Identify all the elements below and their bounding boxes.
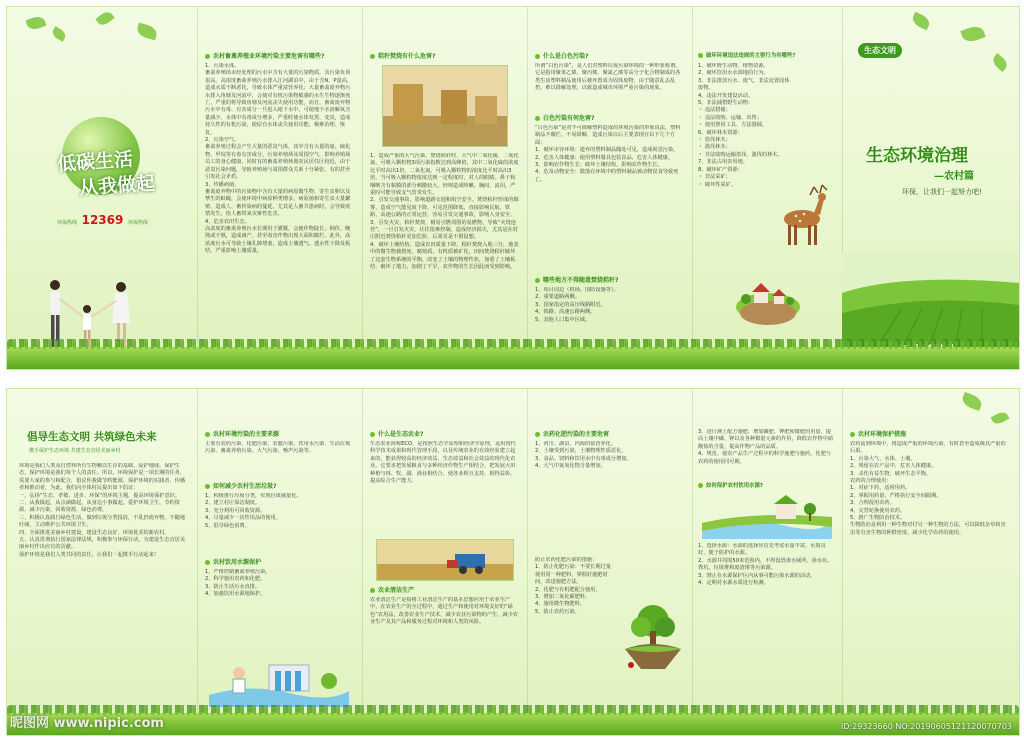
hotline-label: 环保热线 (57, 220, 78, 226)
leaf-icon (95, 9, 114, 28)
section-body: 1、选择水源：水源的选择应首先考虑水量丰富、水质良好、便于防护的水源。 2、水源井周围50米范围内，不得设置渗水厕所、渗水坑、粪坑、垃圾堆和废渣堆等污染源。 3、禁止在水源保护区内从事可能污染水源的活动。 4、定期对水源水质进行检测。 (698, 543, 833, 587)
panel-fertilizer (527, 389, 692, 735)
brochure-outside (6, 6, 1020, 370)
badge: 生态文明 (858, 43, 902, 58)
section-body: “白色污染”是对不可降解塑料造成的环境污染的形象说法，塑料制品不腐烂，不易降解，造成污染以后主要表现在以下几个方面： 1、破坏市容环境：遗弃的塑料制品随处可见，造成视觉污染。 2、危害人体健康：使用塑料餐具包装食品，危害人体健康。 3、影响农作物生长：破坏土壤结构，影响农作物生长。 4、危及动物安全：散落在环境中的塑料制品被动物误食导致死亡。 (535, 125, 681, 183)
initiative-title: 倡导生态文明 共筑绿色未来 (27, 431, 157, 443)
section-body: 防止农药化肥污染的措施： 1、防止化肥污染：不要长期过量使用同一种肥料，掌握好施肥时间，改进施肥方法。 2、化肥与有机肥配合使用。 3、增加二氧化碳肥料。 4、施用微生物肥料。 5、防止农药污染。 (535, 557, 611, 615)
section-body: 生态农业简称ECO，是按照生态学原理和经济学原理，运用现代科学技术成果和现代管理手段，以及传统农业的有效经验建立起来的，能获得较高的经济效益、生态效益和社会效益的现代化农业。它要求把发展粮食与多种经济作物生产相结合，把发展大田种植与林、牧、副、渔业相结合，使各业相互支持，相得益彰，提高综合生产能力。 (370, 441, 516, 485)
initiative-subtitle: 携手保护生态环境 共建生态宜居美丽乡村 (29, 448, 121, 454)
leaf-icon (910, 12, 931, 30)
panel-violations (692, 7, 842, 369)
tagline: 环保，让我们一起努力吧! (902, 188, 982, 196)
section-heading: 秸秆焚烧有什么危害? (370, 51, 435, 60)
panel-protection (842, 389, 1019, 735)
panel-water-source (692, 389, 842, 735)
section-heading: 农药化肥污染的主要危害 (535, 429, 609, 438)
grass-strip (7, 347, 1019, 369)
section-body: 1、项目周边（机场、国防设施等）。 2、重要道路两侧。 3、国家指定的高压线路附近。 4、铁路、高速公路两侧。 5、其他人口集中区域。 (535, 287, 619, 323)
village-island-image (732, 273, 804, 329)
section-heading: 如何减少农村生活垃圾? (205, 481, 276, 490)
right-subtitle: —农村篇 (934, 171, 974, 182)
section-body: 1、河川、湖泊、内海的富营养化。 2、土壤受到污染，土壤物理性质恶化。 3、食品、饲料和饮用水中有毒成分增加。 4、大气中氮氧化物含量增加。 (535, 441, 632, 470)
section-heading: 哪些地方不得随意焚烧秸秆? (535, 275, 618, 284)
hotline (57, 213, 148, 227)
leaf-icon (991, 410, 1010, 427)
leaf-icon (960, 392, 983, 411)
panel-livestock (197, 7, 362, 369)
hotline-number: 12369 (81, 213, 124, 227)
section-body: 1、严格控制畜禽养殖污染。 2、科学施用农药和化肥。 3、防止生活污水直排。 4、加强饮用水源地保护。 (205, 569, 271, 598)
right-cover (842, 7, 1019, 369)
section-body: 农业清洁生产是指将工业清洁生产的基本思想应用于农业生产中，在农业生产的全过程中，通过生产和使用对环境友好的“绿色”农用品，改善农业生产技术，减少农业污染物的产生，减少农业生产及其产品和服务过程对环境和人类的风险。 (370, 597, 518, 626)
section-body: 3、进行测土配方施肥，增加磷肥、钾肥和微肥的用量，提高土壤中磷、钾以及各种微量元素的作用，降低农作物中硝酸盐的含量，提高作物产品的品质。 4、规范、使农产品生产过程中的科学施肥与施药，化肥与农药的使用同可期。 (698, 429, 833, 465)
section-body: 1、积极推行垃圾分类，实现垃圾减量化。 2、建立村庄保洁制度。 3、充分利用可回收资源。 4、尽量减少一次性用品的使用。 5、倡导绿色消费。 (205, 493, 302, 529)
leaf-icon (25, 14, 46, 31)
section-body: 1、破坏野生动物、植物资源。 2、破坏饮用水水源地的行为。 3、非法排放污水、废气，非法处置固体废物。 4、违法开发建设活动。 5、非法捕猎野生动物： ・ 违法猎捕； ・ 违法收购、运输、出售； ・ 使用禁用工具、方法猎捕。 6、破坏林木资源： ・ 盗伐林木； ・ 滥伐林木； ・ 非法收购运输盗伐、滥伐的林木。 7、非法占用农用地。 8、破坏矿产资源： ・ 非法采矿； ・ 破坏性采矿。 (698, 63, 790, 188)
section-heading: 白色污染有何危害? (535, 113, 594, 122)
section-heading: 什么是生态农业? (370, 429, 423, 438)
hotline-suffix: 环保热线 (127, 220, 148, 226)
deer-image (776, 183, 834, 249)
tree-island-image (619, 603, 687, 673)
cover-panel (7, 7, 197, 369)
panel-pollution-sources (197, 389, 362, 735)
harvester-photo (376, 539, 514, 581)
section-body: 主要有农药污染、化肥污染、农膜污染、饮用水污染、生活垃圾污染、畜禽养殖污染、大气污染、噪声污染等。 (205, 441, 351, 455)
leaf-icon (960, 24, 985, 45)
section-body: 1、造成严重的大气污染。焚烧秸秆时，大气中二氧化硫、二氧化氮、可吸入颗粒物3项污染指数达到高峰值，其中二氧化硫的浓度比平时高出1倍，二氧化氮、可吸入颗粒物的浓度比平时高出3倍，当可吸入颗粒物浓度达到一定程度时，对人的眼睛、鼻子和咽喉含有黏膜的部分刺激较大，轻则造成咳嗽、胸闷、流泪，严重时可能导致支气管炎发生。 2、引发交通事故，影响道路交通和航空安全。焚烧秸秆形成的烟雾，造成空气能见度下降，可见范围降低，直接影响民航、铁路、高速公路的正常运营，容易引发交通事故，影响人身安全。 3、引发火灾，秸秆焚烧，极易引燃周围的易燃物，导致“火烧连营”，一旦引发火灾，往往很难控制，造成经济损失，尤其是在村庄附近焚烧秸秆更加危险，后果更是不堪设想。 4、破坏土壤结构，造成农田质量下降。秸秆焚烧入地三分，地表中的微生物被烧死，腐殖质、有机质被矿化，田间焚烧秸秆破坏了这套生物系统的平衡，改变了土壤的物理性状，加重了土壤板结，破坏了地力，加剧了干旱，农作物的生长因此而受到影响。 (370, 153, 519, 271)
section-heading: 如何保护农村饮用水源? (698, 481, 763, 489)
section-body: 所谓“白色污染”，是人们对塑料垃圾污染环境的一种形象称谓。它是指用聚苯乙烯、聚丙烯、聚氯乙烯等高分子化合物制成的各类生活塑料制品使用后被弃置成为固体废物，由于随意乱丢乱扔，难以降解处理，以致造成城市环境严重污染的现象。 (535, 63, 681, 92)
section-heading: 破坏环境违法违规的主要行为有哪些? (698, 51, 795, 59)
section-heading: 农村环境污染的主要来源 (205, 429, 279, 438)
brochure-inside (6, 388, 1020, 736)
section-heading: 什么是白色污染? (535, 51, 588, 60)
section-heading: 农业清洁生产 (370, 585, 414, 594)
watermark-left: 昵图网 www.nipic.com (10, 716, 164, 731)
panel-white-pollution (527, 7, 692, 369)
section-body: 农药流到环境中，将造成严重的环境污染，有时甚至造成极其严重的后果。 1、污染大气、水体、土壤。 2、残留在农产品中，危害人体健康。 3、杀伤有益生物，破坏生态平衡。 农药的合理使用： 1、对症下药，适时用药。 2、掌握用药量，严格执行安全间隔期。 3、合理混用农药。 4、交替轮换使用农药。 5、推广生物防治技术。 生物防治是利用一种生物对付另一种生物的方法，可以降低杂草和害虫等有害生物的种群密度，减少化学农药的使用。 (850, 441, 1006, 536)
leaf-icon (50, 26, 67, 42)
panel-eco-agriculture (362, 389, 527, 735)
panel-initiative (7, 389, 197, 735)
slogan-line1: 低碳生活 (56, 148, 134, 176)
section-heading: 农村畜禽养殖业环境污染主要危害有哪些? (205, 51, 324, 60)
initiative-body: 环境是我们人类及自然界所有生物赖以生存的基础。爱护地球，保护生态，保护环境是我们每个人的责任。所以，环境保护是一项长期的任务，需要大家的参与和配合，倡议你我做节约能源、保护环境的实践者、传播者和推动者，为此，我们向全体村民提出如下倡议： 一、弘扬“生态、孝敬、进步、环保”的环境主题，提高环境保护意识。 二、从我做起，从点滴做起，从身边小事做起，爱护环境卫生，节约资源，减少污染，回收资源，绿色消费。 三、积极认真践行绿色生活，做到垃圾分类投放，不乱扔废弃物，不随地吐痰，主动维护公共环境卫生。 四、全面推进美丽乡村建设，建设生态良好、环境优美的新农村。 五、认真贯彻执行国家法律法规，积极参与环保行动，为建设生态宜居美丽乡村作出应有的贡献。 保护环境是我们人类共同的责任，让我们一起携手行动起来！ (19, 463, 185, 558)
right-title: 生态环境治理 (866, 146, 968, 166)
section-heading: 农村饮用水源保护 (205, 557, 261, 566)
leaf-icon (990, 53, 1009, 72)
section-heading: 农村环境保护措施 (850, 429, 906, 438)
panel-straw (362, 7, 527, 369)
eco-house-illustration (702, 493, 832, 539)
slogan-line2: 从我做起 (78, 172, 156, 200)
watermark-right: ID:29323660 NO:20190605121120070703 (840, 722, 1012, 731)
leaf-icon (136, 23, 159, 41)
section-body: 1、污染水体。 畜禽养殖场未经处理的污水中含有大量的污染物质，其污染负荷很高。高浓度畜禽养殖污水排入江河湖泊中，由于含N、P量高，造成水质不断恶化，导致水体严重富营养化；大量畜禽废弃物污水排入鱼塘及河流中，会使对有机污染物敏感的水生生物逐渐死亡，严重的将导致鱼塘及河流丧失使用功能。而且，畜禽废弃物污水中有毒、有害成分一旦进入地下水中，可使地下水溶解氧含量减少，水体中有毒成分增多，严重时使水体发黑、变臭，造成持久性的有机污染，使原有水体丧失使用功能，极难治理、恢复。 2、污染空气。 畜禽养殖过程会产生大量的恶臭气体，其中含有大量的氨、硫化物、甲烷等有毒有害成分，污染养殖场及周围空气，影响养殖场员工的身心健康，同时有的畜禽养殖场离农民居住区较近，由于恶臭污染问题，导致养殖场与周围群众关系十分紧张，有的甚至引发社会矛盾。 3、传播病菌。 畜禽废弃物中的污染物中含有大量的病原微生物、寄生虫卵以及孳生的蚊蝇，会使环境中病原种类增多，病原菌和寄生虫大量繁殖，造成人、畜传染病的蔓延，尤其是人畜共患病时，会导致疫情发生，给人畜带来灾难性危害。 4、危害农田生态。 高浓度的畜禽养殖污水长期用于灌溉，会使作物陡长、倒伏、晚熟或不熟，造成减产，甚至毒害作物出现大面积腐烂。此外，高浓度污水可导致土壤孔隙堵塞，造成土壤透气、透水性下降及板结，严重影响土壤质量。 (205, 63, 353, 255)
water-plant-illustration (209, 651, 349, 707)
haystack-photo (382, 65, 508, 147)
